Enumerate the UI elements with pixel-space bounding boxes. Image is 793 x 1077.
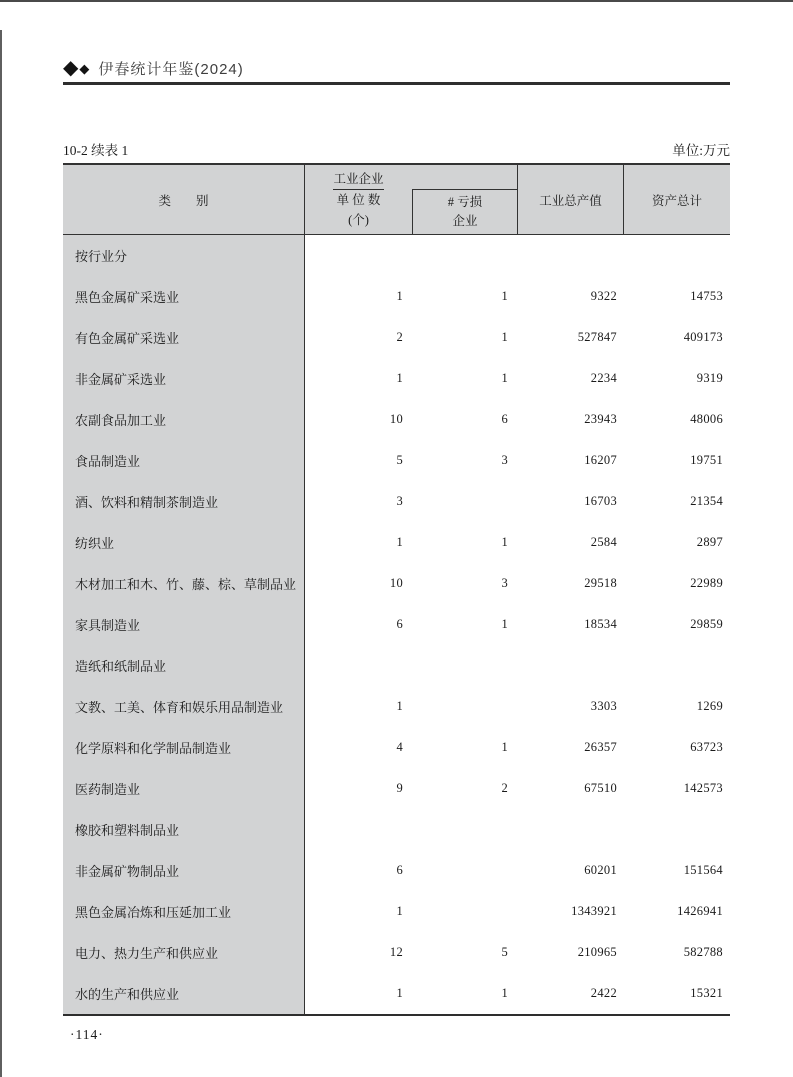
scan-edge-left — [0, 30, 2, 1077]
cell-loss: 1 — [501, 617, 508, 631]
cell-category: 木材加工和木、竹、藤、棕、草制品业 — [63, 563, 305, 604]
cell-loss: 1 — [501, 289, 508, 303]
cell-output: 26357 — [584, 740, 617, 754]
cell-assets: 48006 — [690, 412, 723, 426]
statistics-table — [63, 163, 730, 1016]
cell-assets: 9319 — [696, 371, 723, 385]
cell-loss: 6 — [501, 412, 508, 426]
cell-loss: 2 — [501, 781, 508, 795]
cell-units: 1 — [396, 986, 403, 1000]
table-row — [63, 809, 730, 850]
cell-category: 橡胶和塑料制品业 — [63, 809, 305, 850]
cell-assets: 63723 — [690, 740, 723, 754]
cell-output: 18534 — [584, 617, 617, 631]
cell-units: 6 — [396, 617, 403, 631]
cell-output: 16703 — [584, 494, 617, 508]
header-label-units-line2: 单 位 数 — [336, 193, 381, 207]
header-label-output: 工业总产值 — [539, 193, 602, 208]
cell-output: 23943 — [584, 412, 617, 426]
cell-loss — [412, 891, 517, 932]
cell-loss: 1 — [501, 986, 508, 1000]
cell-units: 6 — [396, 863, 403, 877]
table-row — [63, 276, 730, 317]
table-row — [63, 399, 730, 440]
cell-units: 4 — [396, 740, 403, 754]
cell-units: 10 — [389, 576, 403, 590]
cell-output — [517, 645, 623, 686]
scan-edge-top — [0, 0, 793, 2]
cell-category: 纺织业 — [63, 522, 305, 563]
cell-loss: 5 — [501, 945, 508, 959]
cell-output: 210965 — [577, 945, 617, 959]
cell-loss: 3 — [501, 453, 508, 467]
cell-units: 1 — [396, 289, 403, 303]
header-cell-loss — [412, 189, 517, 234]
cell-category: 农副食品加工业 — [63, 399, 305, 440]
cell-assets: 21354 — [690, 494, 723, 508]
cell-output — [517, 809, 623, 850]
cell-assets: 1269 — [696, 699, 723, 713]
cell-category: 水的生产和供应业 — [63, 973, 305, 1014]
table-row — [63, 891, 730, 932]
cell-assets: 15321 — [690, 986, 723, 1000]
cell-category: 黑色金属矿采选业 — [63, 276, 305, 317]
cell-loss: 1 — [501, 371, 508, 385]
cell-assets: 151564 — [683, 863, 723, 877]
table-row — [63, 932, 730, 973]
table-row — [63, 481, 730, 522]
cell-assets: 14753 — [690, 289, 723, 303]
header-cell-assets — [623, 165, 730, 234]
cell-assets — [623, 809, 730, 850]
cell-assets — [623, 645, 730, 686]
cell-category: 食品制造业 — [63, 440, 305, 481]
cell-loss: 1 — [501, 740, 508, 754]
cell-loss: 1 — [501, 330, 508, 344]
cell-units: 1 — [396, 904, 403, 918]
cell-units: 1 — [396, 535, 403, 549]
table-row — [63, 686, 730, 727]
cell-output: 2584 — [590, 535, 617, 549]
header-cell-units — [305, 165, 412, 234]
cell-output — [517, 235, 623, 276]
cell-units: 2 — [396, 330, 403, 344]
cell-output: 2422 — [590, 986, 617, 1000]
diamond-icon: ◆ — [79, 60, 90, 76]
cell-output: 29518 — [584, 576, 617, 590]
cell-units: 10 — [389, 412, 403, 426]
table-row — [63, 235, 730, 276]
cell-category: 家具制造业 — [63, 604, 305, 645]
table-body — [63, 235, 730, 1016]
cell-output: 527847 — [577, 330, 617, 344]
diamond-icon: ◆ — [63, 57, 79, 79]
cell-units: 1 — [396, 371, 403, 385]
table-row — [63, 563, 730, 604]
cell-loss — [412, 850, 517, 891]
cell-loss: 3 — [501, 576, 508, 590]
header-label-category: 类 别 — [158, 193, 209, 208]
cell-loss — [412, 686, 517, 727]
header-label-loss-line1: # 亏损 — [447, 195, 483, 209]
header-label-units-line3: (个) — [348, 213, 369, 227]
cell-category: 酒、饮料和精制茶制造业 — [63, 481, 305, 522]
cell-output: 16207 — [584, 453, 617, 467]
page-number: ·114· — [70, 1027, 104, 1042]
table-row — [63, 440, 730, 481]
cell-category: 造纸和纸制品业 — [63, 645, 305, 686]
cell-category: 非金属矿物制品业 — [63, 850, 305, 891]
cell-output: 2234 — [590, 371, 617, 385]
cell-units: 3 — [396, 494, 403, 508]
cell-category: 非金属矿采选业 — [63, 358, 305, 399]
header-label-assets: 资产总计 — [651, 193, 702, 208]
cell-assets: 409173 — [683, 330, 723, 344]
book-title: 伊春统计年鉴(2024) — [98, 60, 244, 78]
cell-output: 60201 — [584, 863, 617, 877]
table-row — [63, 727, 730, 768]
cell-category: 电力、热力生产和供应业 — [63, 932, 305, 973]
cell-assets: 142573 — [683, 781, 723, 795]
table-row — [63, 768, 730, 809]
header-rule — [63, 82, 730, 85]
cell-units: 12 — [389, 945, 403, 959]
cell-category: 黑色金属冶炼和压延加工业 — [63, 891, 305, 932]
unit-label: 单位:万元 — [672, 143, 730, 158]
table-row — [63, 522, 730, 563]
table-row — [63, 317, 730, 358]
cell-units — [305, 235, 412, 276]
cell-assets: 22989 — [690, 576, 723, 590]
cell-output: 1343921 — [571, 904, 617, 918]
cell-assets: 1426941 — [677, 904, 723, 918]
table-row — [63, 850, 730, 891]
header-cell-output — [517, 165, 623, 234]
header-label-units-line1: 工业企业 — [333, 169, 383, 190]
cell-category: 医药制造业 — [63, 768, 305, 809]
cell-assets: 2897 — [696, 535, 723, 549]
running-head — [63, 54, 244, 82]
cell-assets: 19751 — [690, 453, 723, 467]
cell-assets: 29859 — [690, 617, 723, 631]
table-caption: 10-2 续表 1 — [63, 143, 129, 158]
cell-units — [305, 645, 412, 686]
cell-loss — [412, 645, 517, 686]
table-caption-row — [63, 139, 730, 159]
cell-units: 5 — [396, 453, 403, 467]
table-row — [63, 973, 730, 1014]
cell-output: 67510 — [584, 781, 617, 795]
cell-output: 3303 — [590, 699, 617, 713]
cell-assets — [623, 235, 730, 276]
cell-loss — [412, 235, 517, 276]
cell-category: 文教、工美、体育和娱乐用品制造业 — [63, 686, 305, 727]
table-row — [63, 645, 730, 686]
table-header — [63, 163, 730, 235]
cell-category: 化学原料和化学制品制造业 — [63, 727, 305, 768]
cell-output: 9322 — [590, 289, 617, 303]
cell-units: 9 — [396, 781, 403, 795]
header-label-loss-line2: 企业 — [452, 214, 478, 228]
cell-assets: 582788 — [683, 945, 723, 959]
cell-loss — [412, 481, 517, 522]
cell-loss — [412, 809, 517, 850]
cell-units: 1 — [396, 699, 403, 713]
cell-category: 按行业分 — [63, 235, 305, 276]
cell-loss: 1 — [501, 535, 508, 549]
cell-units — [305, 809, 412, 850]
table-row — [63, 358, 730, 399]
table-row — [63, 604, 730, 645]
header-cell-category — [63, 165, 305, 234]
cell-category: 有色金属矿采选业 — [63, 317, 305, 358]
